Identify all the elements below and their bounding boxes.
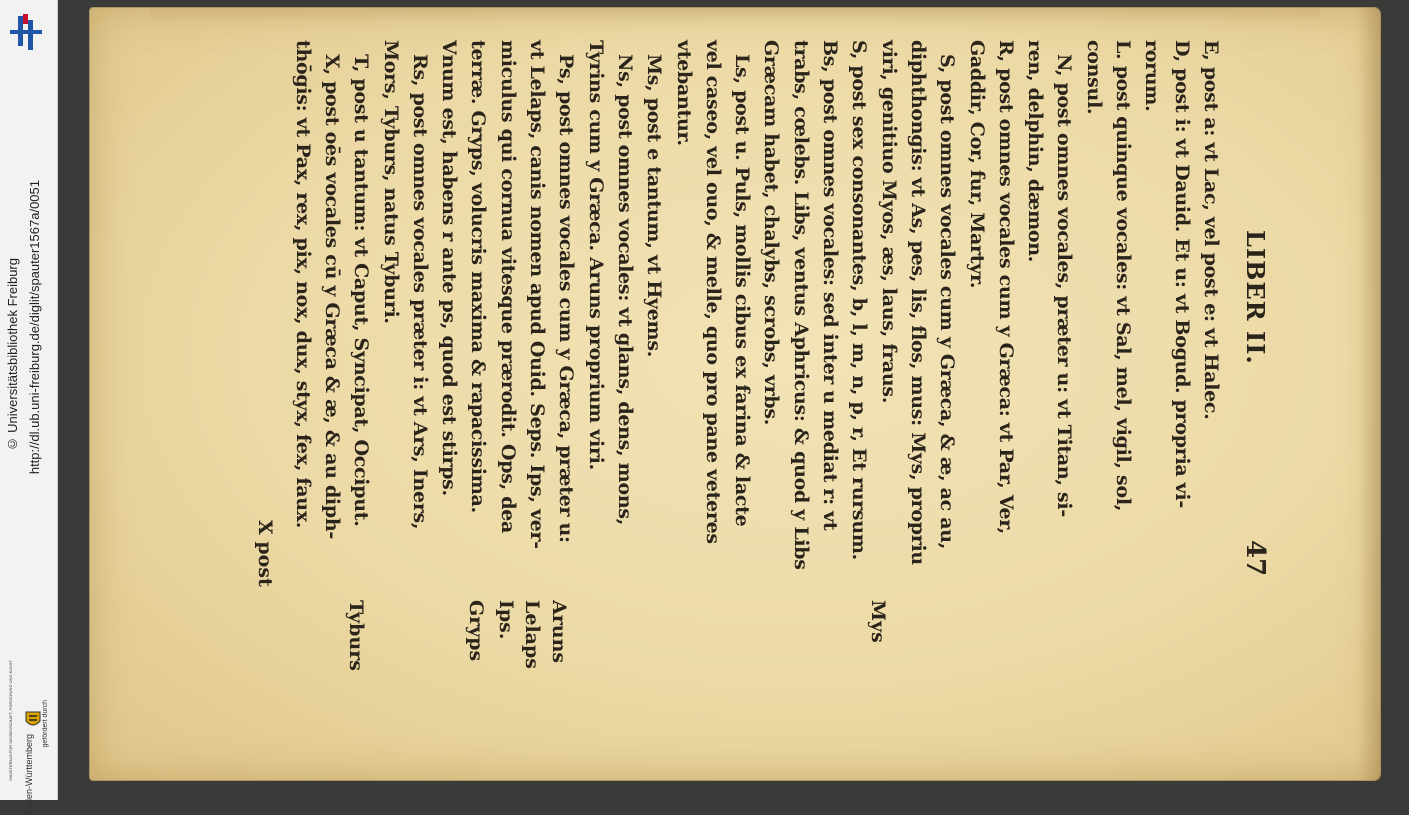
text-line: ren, delphin, dæmon. [1024, 40, 1047, 263]
text-line: D, post i: vt Dauid. Et u: vt Bogud. propria vi- [1170, 40, 1193, 508]
sponsor-ministry: MINISTERIUM FÜR WISSENSCHAFT, FORSCHUNG UND KUNST [8, 660, 13, 781]
margin-note: Aruns [547, 600, 570, 664]
text-line: Bs, post omnes vocales: sed inter u mediat r: vt [819, 40, 842, 531]
text-line: L. post quinque vocales: vt Sal, mel, vigil, sol, [1112, 40, 1135, 512]
source-url[interactable]: http://dl.ub.uni-freiburg.de/diglit/spauter1567a/0051 [27, 180, 42, 475]
state-crest-icon [24, 710, 42, 730]
text-line: Ms, post e tantum, vt Hyems. [643, 54, 666, 358]
text-line: S, post sex consonantes, b, l, m, n, p, r, Et rursum. [848, 40, 871, 560]
text-line: rorum. [1141, 40, 1164, 112]
text-line: thōgis: vt Pax, rex, pix, nox, dux, styx, fex, faux. [291, 40, 314, 529]
text-line: Ns, post omnes vocales: vt glans, dens, mons, [614, 54, 636, 526]
page-edge [150, 8, 1320, 22]
page-shadow [1358, 8, 1380, 780]
sponsor-label: gefördert durch [42, 700, 49, 748]
text-line: X, post oēs vocales cū y Græca & æ, & au diph- [321, 54, 343, 539]
text-line: trabs, cœlebs. Libs, ventus Aphricus: & quod y Libs [789, 40, 812, 570]
text-line: miculus qui cornua vitesque prærodit. Ops, dea [496, 40, 519, 534]
text-line: diphthongis: vt As, pes, lis, flos, mus: Mys, propriu [907, 40, 929, 565]
text-line: vt Lelaps, canis nomen apud Ouid. Seps. Ips, ver- [526, 40, 549, 549]
text-line: Ps, post omnes vocales cum y Græca, præter u: [555, 54, 578, 543]
margin-note: Mys [866, 600, 889, 643]
page-number: 47 [1240, 540, 1270, 577]
margin-note: Tyburs [345, 600, 368, 671]
page-heading: LIBER II. [1241, 230, 1270, 365]
sponsor-state: Baden-Württemberg [24, 734, 34, 815]
text-line: Vnum est, habens r ante ps, quod est stirps. [438, 40, 461, 496]
running-head [1230, 40, 1270, 600]
university-library-logo [6, 10, 46, 52]
page-text-block [254, 40, 1270, 671]
copyright-notice: © Universitätsbibliothek Freiburg [5, 258, 20, 452]
margin-note: Gryps [465, 600, 488, 662]
text-line: viri, genitiuo Myos, æs, laus, fraus. [877, 40, 900, 404]
text-line: consul. [1082, 40, 1105, 115]
text-line: terræ. Gryps, volucris maxima & rapacissima. [467, 40, 490, 513]
text-line: Tyrins cum y Græca. Aruns proprium viri. [584, 40, 607, 470]
sponsor-badge [4, 660, 54, 815]
text-line: Gaddir, Cor, fur, Martyr. [965, 40, 988, 289]
text-line: E, post a: vt Lac, vel post e: vt Halec. [1200, 40, 1222, 420]
text-line: Græcam habet, chalybs, scrobs, vrbs. [760, 40, 783, 426]
catchword: X post [254, 520, 277, 587]
text-line: T, post u tantum: vt Caput, Syncipat, Occiput. [350, 54, 373, 527]
text-line: R, post omnes vocales cum y Græca: vt Par, Ver, [994, 40, 1017, 534]
text-line: Ls, post u. Puls, mollis cibus ex farina & lacte [731, 54, 754, 527]
margin-note: Ips. [494, 600, 517, 640]
viewer-sidebar [0, 0, 58, 815]
text-line: N, post omnes vocales, præter u: vt Titan, si- [1053, 54, 1076, 517]
text-line: vel caseo, vel ouo, & melle, quo pro pane veteres [701, 40, 724, 544]
text-line: Rs, post omnes vocales præter i: vt Ars, Iners, [408, 54, 431, 530]
text-line: vtebantur. [672, 40, 695, 146]
text-line: Mors, Tyburs, natus Tyburi. [379, 40, 402, 324]
text-line: S, post omnes vocales cum y Græca, & æ, ac au, [936, 54, 959, 550]
margin-note: Lelaps [521, 600, 544, 669]
